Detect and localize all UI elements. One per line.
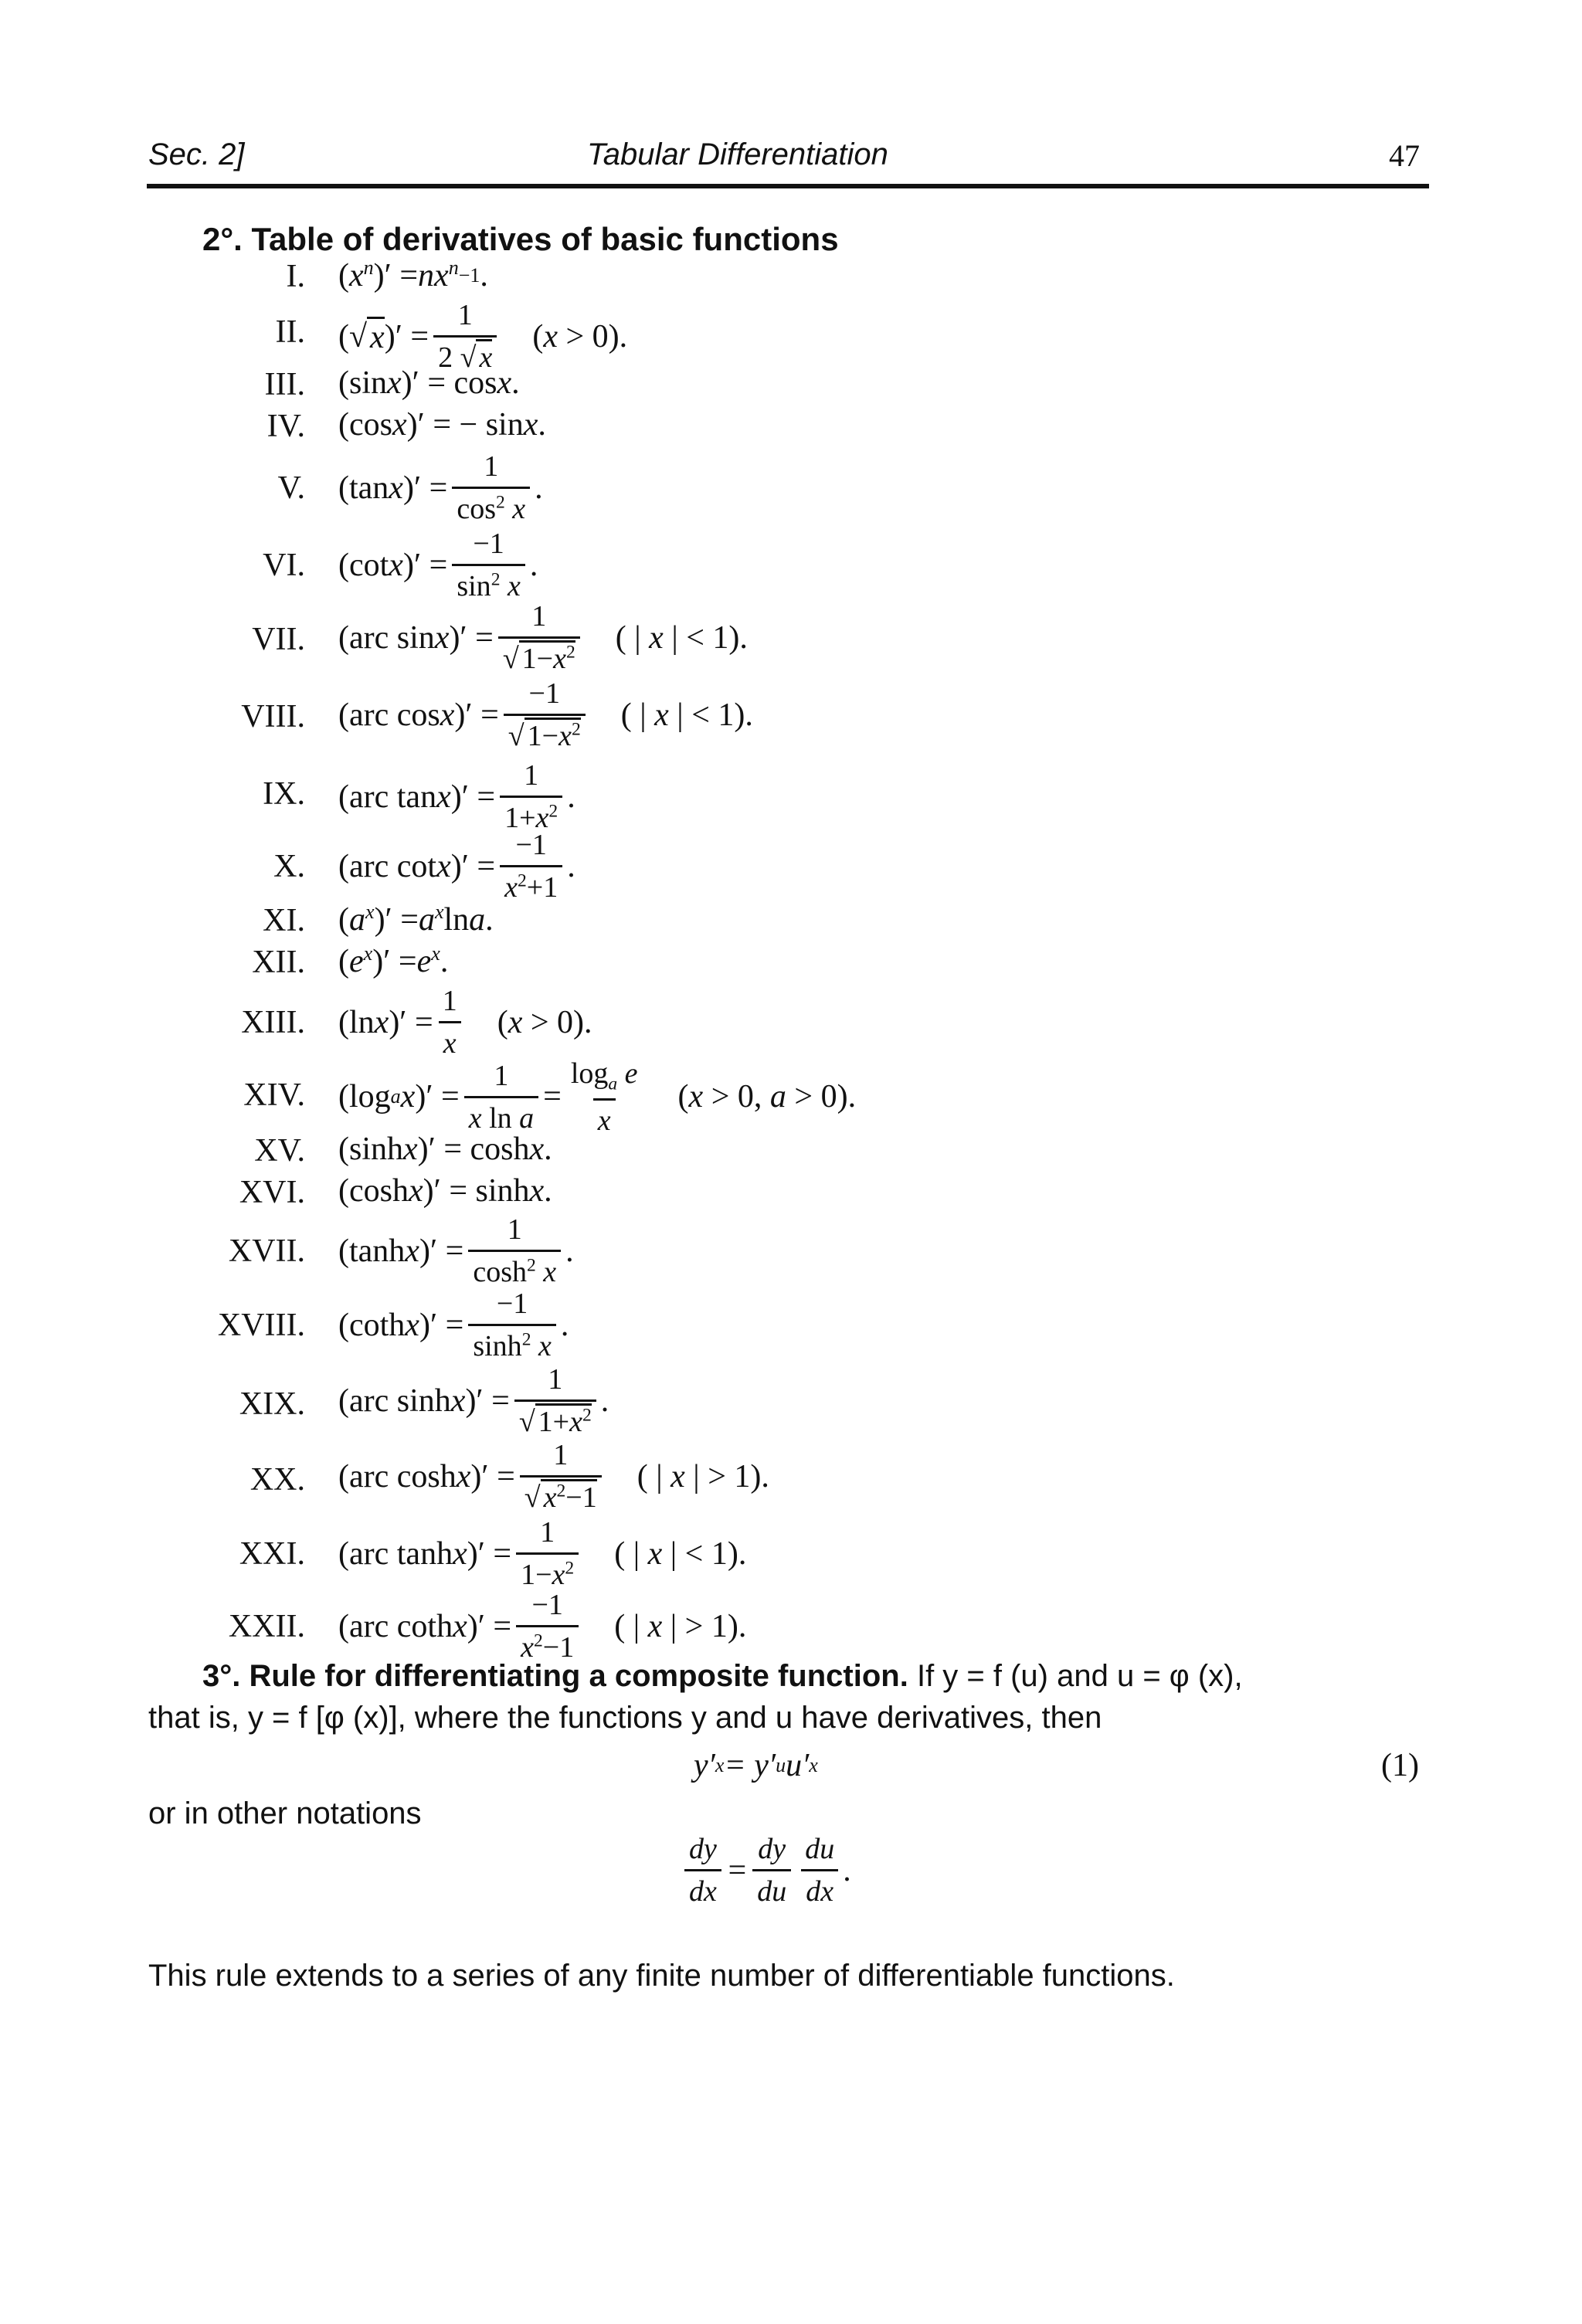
formula-number: XXII. bbox=[228, 1609, 305, 1644]
page-number: 47 bbox=[1389, 138, 1420, 173]
formula: (arc tan x )′ = $\frac{1}{1+x^2}$ . bbox=[338, 759, 575, 834]
formula-number: X. bbox=[273, 849, 305, 884]
section-heading: 3°. Rule for differentiating a composite function. bbox=[202, 1659, 908, 1693]
body-text: or in other notations bbox=[148, 1796, 422, 1830]
formula: (arc sinh x )′ = $\frac{1}{√ 1+x^2}$ . bbox=[338, 1363, 609, 1438]
formula-number: XII. bbox=[252, 945, 305, 980]
formula-number: VII. bbox=[252, 622, 305, 657]
formula-number: XVII. bbox=[228, 1233, 305, 1269]
body-text: that is, y = f [φ (x)], where the functions y and u have derivatives, then bbox=[148, 1701, 1102, 1735]
equation: y′ x = y′ u u′ x bbox=[694, 1748, 818, 1783]
formula: (cot x )′ = $\frac{-1}{\sin^2 x}$ . bbox=[338, 528, 538, 602]
formula: ( $x^n$ )′ = $nx^n$ −1 . bbox=[338, 256, 488, 293]
formula-number: III. bbox=[264, 367, 305, 402]
formula-number: XXI. bbox=[239, 1536, 305, 1572]
formula: (cos x )′ = − sin x . bbox=[338, 407, 546, 443]
formula: (arc cot x )′ = $\frac{-1}{x^2+1}$ . bbox=[338, 829, 575, 904]
section-ref: Sec. 2] bbox=[148, 137, 245, 171]
equation-number: (1) bbox=[1381, 1748, 1419, 1783]
formula-number: II. bbox=[275, 314, 305, 350]
section-3-line-1 bbox=[202, 1659, 1243, 1694]
formula: ( $e^x$ )′ = $e^x$ . bbox=[338, 942, 449, 979]
formula-number: XIV. bbox=[243, 1077, 305, 1113]
formula-number: XI. bbox=[263, 903, 305, 938]
body-text: If y = f (u) and u = φ (x), bbox=[916, 1659, 1243, 1693]
formula-number: IX. bbox=[263, 776, 305, 812]
running-title: Tabular Differentiation bbox=[587, 137, 888, 171]
equation: $\frac{dy}{dx}$ = $\frac{dy}{du}$ $\frac{du}{dx}$ . bbox=[680, 1832, 852, 1908]
formula-number: XVIII. bbox=[217, 1308, 305, 1343]
formula: (arc cos x )′ = $\frac{-1}{√ 1-x^2}$ ( | x | < 1). bbox=[338, 677, 753, 752]
formula: (sinh x )′ = cosh x . bbox=[338, 1131, 552, 1167]
formula: (arc tanh x )′ = $\frac{1}{1-x^2}$ ( | x | < 1). bbox=[338, 1516, 747, 1591]
formula-number: XIII. bbox=[241, 1005, 305, 1040]
formula-number: VI. bbox=[263, 548, 305, 583]
formula: (arc sin x )′ = $\frac{1}{√ 1-x^2}$ ( | x | < 1). bbox=[338, 600, 748, 675]
formula: (ln x )′ = $\frac{1}{x}$ (x > 0). bbox=[338, 985, 592, 1060]
formula: (arc coth x )′ = $\frac{-1}{x^2-1}$ ( | x | > 1). bbox=[338, 1589, 747, 1664]
formula: (cosh x )′ = sinh x . bbox=[338, 1173, 552, 1209]
formula: (arc cosh x )′ = $\frac{1}{√ x^2-1}$ ( | x | > 1). bbox=[338, 1439, 769, 1514]
formula-number: XIX. bbox=[239, 1386, 305, 1422]
formula: (log a x )′ = $\frac{1}{\text{x ln a}}$ = $\frac{\log_a e}{x}$ (x > 0, a > 0). bbox=[338, 1057, 857, 1137]
formula: ( $a^x$ )′ = $a^x$ ln a . bbox=[338, 901, 494, 938]
formula: (sin x )′ = cos x . bbox=[338, 365, 520, 401]
formula-number: XV. bbox=[254, 1133, 305, 1169]
formula: (√ x )′ = $\frac{1}{2 √ x}$ (x > 0). bbox=[338, 299, 628, 374]
formula: (tan x )′ = $\frac{1}{\cos^2 x}$ . bbox=[338, 450, 543, 525]
body-text: This rule extends to a series of any finite number of differentiable functions. bbox=[148, 1959, 1175, 1993]
formula: (coth x )′ = $\frac{-1}{\sinh^2 x}$ . bbox=[338, 1288, 569, 1362]
formula: (tanh x )′ = $\frac{1}{\cosh^2 x}$ . bbox=[338, 1213, 574, 1288]
section-heading: 2°. Table of derivatives of basic functions bbox=[202, 221, 839, 257]
formula-number: IV. bbox=[266, 409, 305, 444]
formula-number: XVI. bbox=[239, 1175, 305, 1210]
header-rule bbox=[147, 184, 1429, 188]
formula-number: V. bbox=[277, 470, 305, 506]
formula-number: I. bbox=[286, 259, 305, 294]
formula-number: XX. bbox=[250, 1462, 305, 1498]
formula-number: VIII. bbox=[241, 699, 305, 735]
